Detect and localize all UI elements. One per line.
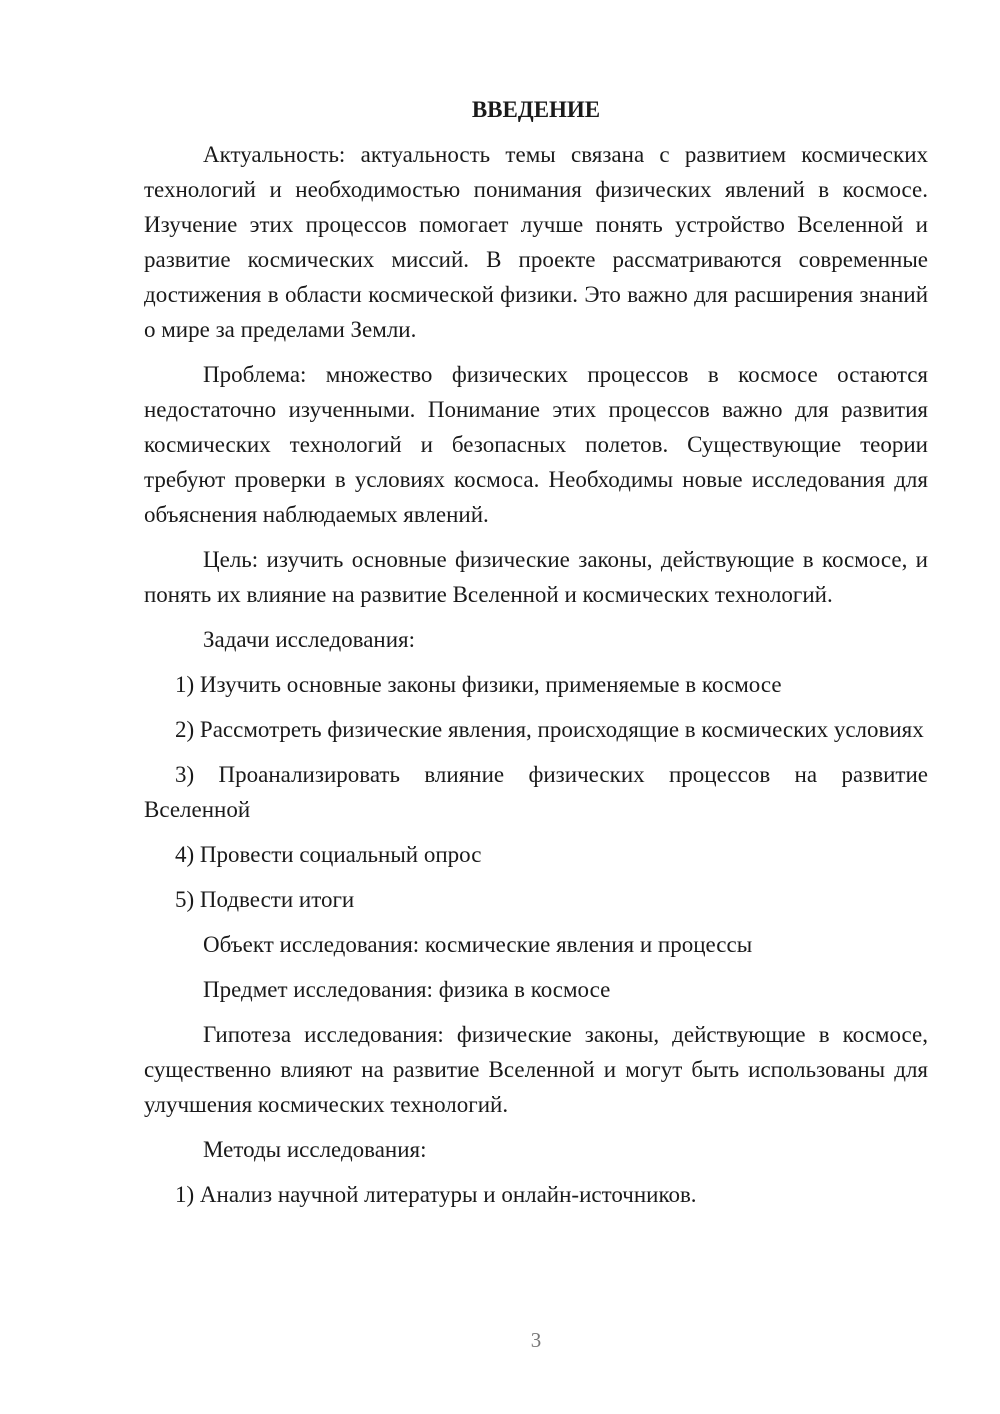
relevance-paragraph: Актуальность: актуальность темы связана с развитием космических технологий и необходимостью понимания физических явлений в космосе. Изучение этих процессов помогает лучше понять устройство Вселенной и развитие космических миссий. В проекте рассматриваются современные достижения в области космической физики. Это важно для расширения знаний о мире за пределами Земли. — [144, 142, 928, 342]
document-page — [144, 92, 928, 1222]
subject-paragraph: Предмет исследования: физика в космосе — [203, 977, 611, 1002]
task-item-3: 3) Проанализировать влияние физических процессов на развитие Вселенной — [144, 762, 928, 822]
problem-paragraph: Проблема: множество физических процессов в космосе остаются недостаточно изученными. Понимание этих процессов важно для развития космических технологий и безопасных полетов. Существующие теории требуют проверки в условиях космоса. Необходимы новые исследования для объяснения наблюдаемых явлений. — [144, 362, 928, 527]
page-title: ВВЕДЕНИЕ — [471, 97, 601, 122]
tasks-title: Задачи исследования: — [203, 627, 416, 652]
goal-paragraph: Цель: изучить основные физические законы, действующие в космосе, и понять их влияние на развитие Вселенной и космических технологий. — [144, 547, 928, 607]
object-paragraph: Объект исследования: космические явления и процессы — [203, 932, 753, 957]
task-item-5: 5) Подвести итоги — [175, 887, 355, 912]
hypothesis-paragraph: Гипотеза исследования: физические законы, действующие в космосе, существенно влияют на развитие Вселенной и могут быть использованы для улучшения космических технологий. — [144, 1022, 928, 1117]
methods-title: Методы исследования: — [203, 1137, 427, 1162]
task-item-2: 2) Рассмотреть физические явления, происходящие в космических условиях — [175, 717, 924, 742]
task-item-4: 4) Провести социальный опрос — [175, 842, 482, 867]
page-number: 3 — [530, 1328, 542, 1352]
task-item-1: 1) Изучить основные законы физики, применяемые в космосе — [175, 672, 782, 697]
method-item-1: 1) Анализ научной литературы и онлайн-источников. — [175, 1182, 697, 1207]
